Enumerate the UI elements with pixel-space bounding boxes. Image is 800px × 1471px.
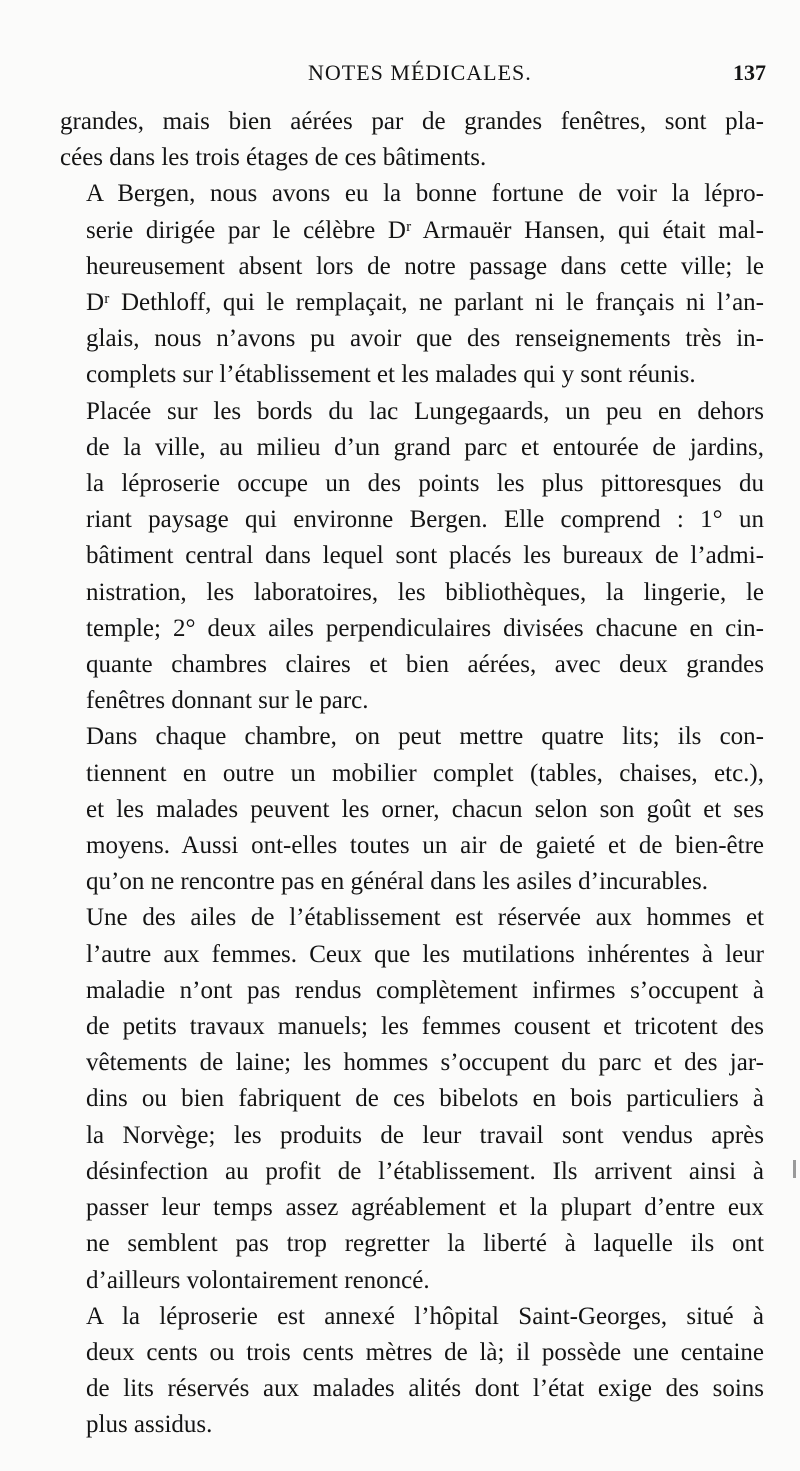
text-line: nistration, les laboratoires, les bibliothèques, la lingerie, le	[86, 578, 764, 606]
text-line: heureusement absent lors de notre passage dans cette ville; le	[86, 252, 764, 280]
text-line: Dʳ Dethloff, qui le remplaçait, ne parlant ni le français ni l’an-	[86, 289, 764, 317]
text-line: de lits réservés aux malades alités dont l’état exige des soins	[86, 1375, 764, 1403]
text-line: plus assidus.	[86, 1411, 213, 1439]
text-line: qu’on ne rencontre pas en général dans les asiles d’incurables.	[86, 868, 708, 896]
text-line: Placée sur les bords du lac Lungegaards, un peu en dehors	[86, 397, 764, 425]
text-line: la léproserie occupe un des points les plus pittoresques du	[86, 470, 764, 498]
paragraph	[60, 176, 764, 393]
text-line: complets sur l’établissement et les malades qui y sont réunis.	[86, 361, 696, 389]
paragraph	[60, 900, 764, 1298]
text-line: bâtiment central dans lequel sont placés les bureaux de l’admi-	[86, 542, 764, 570]
text-line: riant paysage qui environne Bergen. Elle comprend : 1° un	[86, 506, 764, 534]
text-line: d’ailleurs volontairement renoncé.	[86, 1266, 430, 1294]
text-line: moyens. Aussi ont-elles toutes un air de gaieté et de bien-être	[86, 832, 764, 860]
text-line: serie dirigée par le célèbre Dʳ Armauër Hansen, qui était mal-	[86, 216, 764, 244]
text-line: temple; 2° deux ailes perpendiculaires divisées chacune en cin-	[86, 614, 764, 642]
text-line: fenêtres donnant sur le parc.	[86, 687, 369, 715]
text-line: tiennent en outre un mobilier complet (tables, chaises, etc.),	[86, 759, 764, 787]
text-line: A la léproserie est annexé l’hôpital Saint-Georges, situé à	[86, 1302, 764, 1330]
page-header	[258, 60, 766, 94]
text-line: quante chambres claires et bien aérées, avec deux grandes	[86, 651, 764, 679]
text-line: glais, nous n’avons pu avoir que des renseignements très in-	[86, 325, 764, 353]
text-line: ne semblent pas trop regretter la liberté à laquelle ils ont	[86, 1230, 764, 1258]
text-line: l’autre aux femmes. Ceux que les mutilations inhérentes à leur	[86, 940, 764, 968]
page-number: 137	[733, 60, 766, 85]
text-line: cées dans les trois étages de ces bâtiments.	[60, 144, 487, 172]
text-line: vêtements de laine; les hommes s’occupent du parc et des jar-	[86, 1049, 764, 1077]
text-line: A Bergen, nous avons eu la bonne fortune de voir la lépro-	[86, 180, 764, 208]
text-line: de petits travaux manuels; les femmes cousent et tricotent des	[86, 1013, 764, 1041]
text-line: passer leur temps assez agréablement et la plupart d’entre eux	[86, 1194, 764, 1222]
text-line: désinfection au profit de l’établissement. Ils arrivent ainsi à	[86, 1157, 764, 1185]
text-line: maladie n’ont pas rendus complètement infirmes s’occupent à	[86, 976, 764, 1004]
body-text	[60, 104, 764, 1444]
paragraph	[60, 394, 764, 720]
paragraph	[60, 1299, 764, 1444]
text-line: grandes, mais bien aérées par de grandes fenêtres, sont pla-	[60, 108, 764, 135]
text-line: Une des ailes de l’établissement est réservée aux hommes et	[86, 904, 764, 932]
text-line: dins ou bien fabriquent de ces bibelots en bois particuliers à	[86, 1085, 764, 1113]
page-edge-mark	[793, 1160, 796, 1178]
text-line: et les malades peuvent les orner, chacun selon son goût et ses	[86, 795, 764, 823]
paragraph	[60, 719, 764, 900]
text-line: Dans chaque chambre, on peut mettre quatre lits; ils con-	[86, 723, 764, 751]
text-line: deux cents ou trois cents mètres de là; il possède une centaine	[86, 1338, 764, 1366]
text-line: la Norvège; les produits de leur travail sont vendus après	[86, 1121, 764, 1149]
running-title: NOTES MÉDICALES.	[308, 60, 532, 85]
paragraph	[60, 104, 764, 176]
text-line: de la ville, au milieu d’un grand parc et entourée de jardins,	[86, 433, 764, 461]
